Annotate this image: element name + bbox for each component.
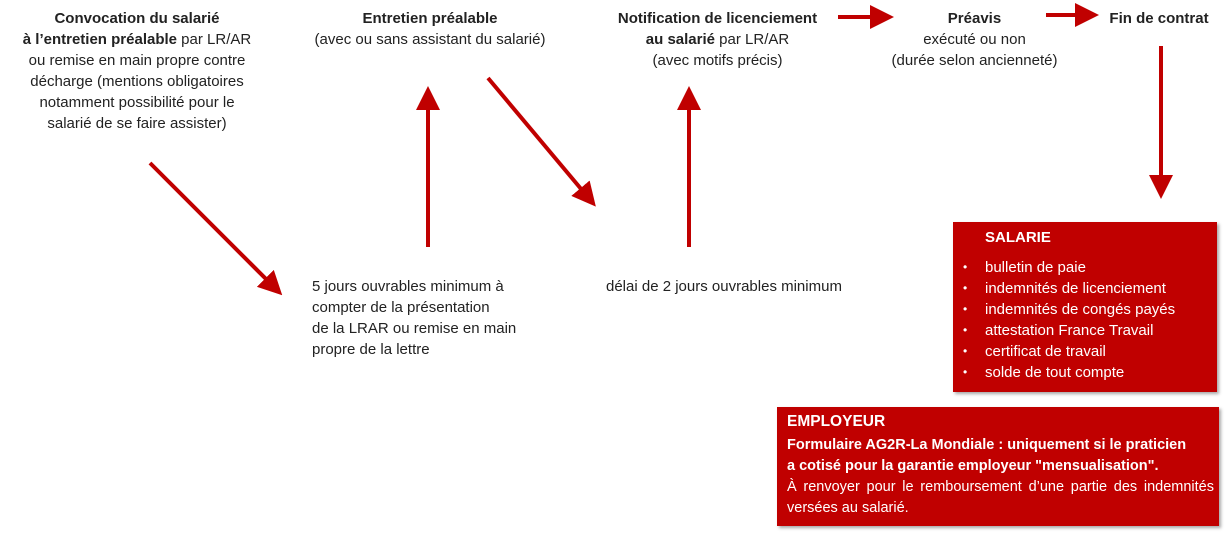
list-item: • bulletin de paie	[953, 257, 1217, 278]
entretien-subtitle: (avec ou sans assistant du salarié)	[314, 31, 546, 48]
entretien-title: Entretien préalable	[362, 10, 498, 27]
salarie-box	[953, 222, 1217, 392]
employeur-text: À renvoyer pour le remboursement d’une partie des indemnités versées au salarié.	[787, 479, 1214, 516]
notification-method: par LR/AR	[715, 31, 790, 48]
list-item: • indemnités de congés payés	[953, 299, 1217, 320]
step-entretien	[290, 8, 570, 50]
convocation-title-line2: à l’entretien préalable	[22, 31, 178, 48]
employeur-box	[777, 407, 1219, 526]
notification-title-line1: Notification de licenciement	[617, 10, 818, 27]
preavis-line1: exécuté ou non	[923, 31, 1026, 48]
convocation-method: par LR/AR	[177, 31, 252, 48]
convocation-line: salarié de se faire assister)	[47, 115, 227, 132]
convocation-line: notamment possibilité pour le	[39, 94, 235, 111]
delay-line: de la LRAR ou remise en main	[312, 320, 517, 337]
delay-line: propre de la lettre	[312, 341, 430, 358]
list-item: • certificat de travail	[953, 341, 1217, 362]
convocation-line: décharge (mentions obligatoires	[30, 73, 244, 90]
step-fin-de-contrat	[1098, 8, 1220, 29]
delay-line: délai de 2 jours ouvrables minimum	[606, 278, 842, 295]
employeur-title: EMPLOYEUR	[787, 413, 886, 430]
convocation-title-line1: Convocation du salarié	[54, 10, 220, 27]
arrow-entretien-to-delay	[488, 78, 592, 202]
preavis-line2: (durée selon ancienneté)	[891, 52, 1058, 69]
salarie-list	[953, 257, 1217, 383]
employeur-content	[787, 435, 1214, 519]
salarie-title: SALARIE	[985, 229, 1051, 246]
list-item: • indemnités de licenciement	[953, 278, 1217, 299]
arrow-convocation-to-delay	[150, 163, 278, 291]
delay-line: compter de la présentation	[312, 299, 490, 316]
preavis-title: Préavis	[947, 10, 1002, 27]
list-item: • attestation France Travail	[953, 320, 1217, 341]
notification-subtitle: (avec motifs précis)	[652, 52, 783, 69]
list-item: • solde de tout compte	[953, 362, 1217, 383]
step-notification	[590, 8, 845, 71]
convocation-line: ou remise en main propre contre	[28, 52, 246, 69]
step-convocation	[6, 8, 268, 134]
delay-line: 5 jours ouvrables minimum à	[312, 278, 504, 295]
notification-title-line2: au salarié	[645, 31, 715, 48]
step-preavis	[872, 8, 1077, 71]
delay-five-days	[312, 276, 552, 360]
delay-two-days	[606, 276, 876, 297]
employeur-bold-line1: Formulaire AG2R-La Mondiale : uniquement si le praticien	[787, 437, 1187, 453]
employeur-bold-line2: a cotisé pour la garantie employeur "mensualisation".	[787, 458, 1159, 474]
fin-title: Fin de contrat	[1109, 10, 1209, 27]
